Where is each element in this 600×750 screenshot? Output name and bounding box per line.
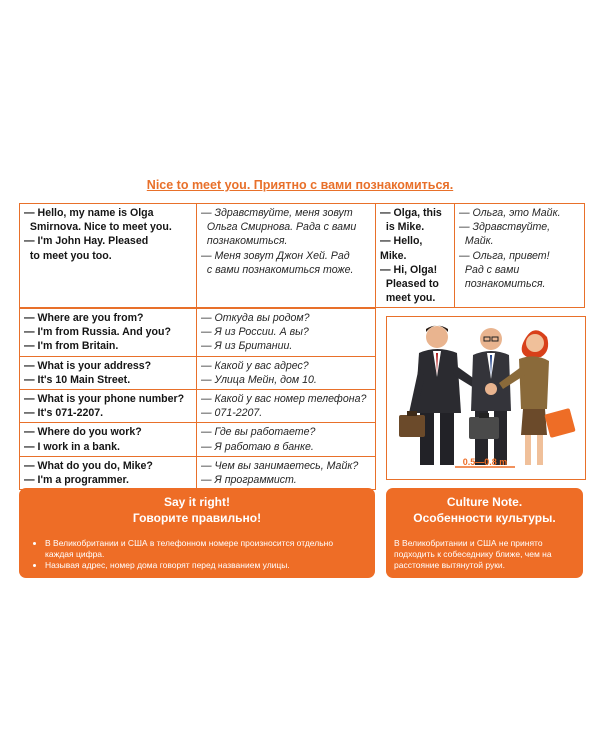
phrase-english-cell bbox=[20, 356, 197, 389]
text-line: — Меня зовут Джон Хей. Рад bbox=[201, 249, 350, 262]
text-line: с вами познакомиться тоже. bbox=[201, 263, 354, 276]
text-line: — What is your address? bbox=[24, 359, 152, 372]
phrase-russian-cell bbox=[197, 390, 376, 423]
text-line: Майк. bbox=[459, 235, 494, 248]
text-line: Pleased to bbox=[380, 278, 439, 291]
text-line: — I'm John Hay. Pleased bbox=[24, 235, 149, 248]
text-line: Smirnova. Nice to meet you. bbox=[24, 221, 172, 234]
text-line: познакомиться. bbox=[459, 278, 546, 291]
phrase-russian-cell bbox=[197, 309, 376, 357]
text-line: — I'm from Russia. And you? bbox=[24, 326, 171, 339]
culture-note-box bbox=[386, 488, 583, 578]
text-line: Рад с вами bbox=[459, 263, 520, 276]
say-it-right-list bbox=[19, 538, 375, 571]
say-it-right-title: Say it right! bbox=[163, 495, 230, 509]
business-people-image bbox=[387, 317, 585, 479]
introduction-english-cell bbox=[376, 204, 455, 308]
culture-note-title-ru: Особенности культуры. bbox=[413, 511, 556, 525]
text-line: — Чем вы занимаетесь, Майк? bbox=[201, 459, 359, 472]
table-row bbox=[20, 309, 376, 357]
phrase-russian-cell bbox=[197, 423, 376, 456]
text-line: — Улица Мейн, дом 10. bbox=[201, 373, 317, 386]
introduction-russian-cell bbox=[455, 204, 585, 308]
text-line: meet you. bbox=[380, 292, 436, 305]
text-line: — I'm from Britain. bbox=[24, 340, 119, 353]
text-line: — 071-2207. bbox=[201, 407, 263, 420]
intro-dialogue-table bbox=[19, 203, 585, 308]
intro-english-cell bbox=[20, 204, 197, 308]
text-line: — Я работаю в банке. bbox=[201, 440, 314, 453]
text-line: — Ольга, привет! bbox=[459, 249, 550, 262]
distance-label: 0.5—0.8 m bbox=[462, 457, 508, 467]
table-row bbox=[20, 390, 376, 423]
text-line: — Откуда вы родом? bbox=[201, 312, 310, 324]
text-line: to meet you too. bbox=[24, 249, 112, 262]
text-line: — Olga, this bbox=[380, 207, 442, 219]
table-row bbox=[20, 423, 376, 456]
phrase-english-cell bbox=[20, 309, 197, 357]
text-line: — It's 10 Main Street. bbox=[24, 373, 131, 386]
culture-note-text: В Великобритании и США не принято подходить к собеседнику ближе, чем на расстояние вытянутой руки. bbox=[394, 538, 552, 570]
table-row bbox=[20, 356, 376, 389]
text-line: познакомиться. bbox=[201, 235, 288, 248]
text-line: Ольга Смирнова. Рада с вами bbox=[201, 221, 357, 234]
text-line: — I'm a programmer. bbox=[24, 474, 129, 487]
phrase-russian-cell bbox=[197, 456, 376, 489]
say-it-right-title-ru: Говорите правильно! bbox=[132, 511, 262, 525]
text-line: — Hi, Olga! bbox=[380, 263, 438, 276]
text-line: is Mike. bbox=[380, 221, 425, 234]
handshake-hands bbox=[485, 383, 497, 395]
text-line: — Здравствуйте, bbox=[459, 221, 551, 234]
man-middle-figure bbox=[469, 328, 511, 465]
text-line: — Hello, Mike. bbox=[380, 235, 426, 262]
text-line: — Where are you from? bbox=[24, 312, 144, 324]
text-line: — Где вы работаете? bbox=[201, 426, 316, 439]
culture-note-title: Culture Note. bbox=[446, 495, 523, 509]
text-line: — Я из Британии. bbox=[201, 340, 293, 353]
phrase-english-cell bbox=[20, 456, 197, 489]
phrase-english-cell bbox=[20, 390, 197, 423]
list-item: • В Великобритании и США в телефонном номере произносится отдельно каждая цифра. bbox=[45, 538, 363, 560]
table-row bbox=[20, 456, 376, 489]
text-line: — Hello, my name is Olga bbox=[24, 207, 154, 219]
table-row bbox=[20, 204, 585, 308]
text-line: — Какой у вас адрес? bbox=[201, 359, 309, 372]
text-line: — Я программист. bbox=[201, 474, 297, 487]
phrase-russian-cell bbox=[197, 356, 376, 389]
text-line: — What is your phone number? bbox=[24, 393, 185, 406]
text-line: — I work in a bank. bbox=[24, 440, 120, 453]
page-title: Nice to meet you. Приятно с вами познакомиться. bbox=[146, 178, 454, 192]
text-line: — What do you do, Mike? bbox=[24, 459, 153, 472]
text-line: — It's 071-2207. bbox=[24, 407, 104, 420]
text-line: — Where do you work? bbox=[24, 426, 142, 439]
intro-russian-cell bbox=[197, 204, 376, 308]
text-line: — Я из России. А вы? bbox=[201, 326, 309, 339]
text-line: — Какой у вас номер телефона? bbox=[201, 393, 367, 406]
list-item: • Называя адрес, номер дома говорят перед названием улицы. bbox=[45, 560, 363, 571]
man-left-figure bbox=[399, 326, 483, 466]
phrase-english-cell bbox=[20, 423, 197, 456]
text-line: — Ольга, это Майк. bbox=[459, 207, 561, 219]
phrases-table bbox=[19, 308, 376, 490]
handshake-illustration bbox=[386, 316, 586, 480]
text-line: — Здравствуйте, меня зовут bbox=[201, 207, 353, 219]
say-it-right-box bbox=[19, 488, 375, 578]
